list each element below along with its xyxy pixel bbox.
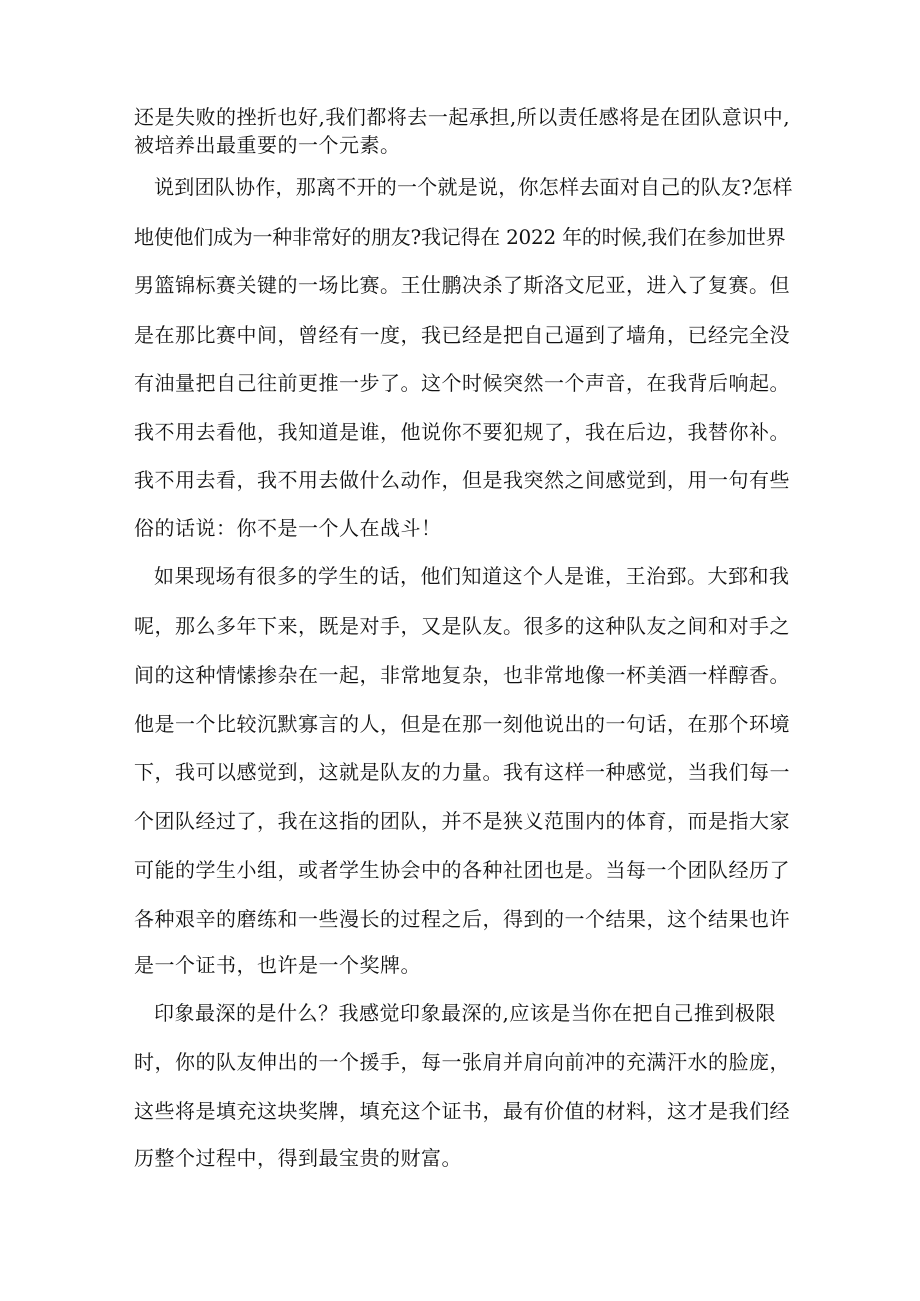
paragraph-4-line-4: 历整个过程中，得到最宝贵的财富。 <box>134 1146 462 1170</box>
paragraph-4-line-2: 时，你的队友伸出的一个援手，每一张肩并肩向前冲的充满汗水的脸庞， <box>134 1050 790 1074</box>
paragraph-4-line-1: 印象最深的是什么？我感觉印象最深的,应该是当你在把自己推到极限 <box>154 1001 776 1025</box>
paragraph-2-line-2: 地使他们成为一种非常好的朋友?我记得在 2022 年的时候,我们在参加世界 <box>134 225 786 249</box>
paragraph-2-line-4: 是在那比赛中间，曾经有一度，我已经是把自己逼到了墙角，已经完全没 <box>134 323 790 347</box>
paragraph-2-line-5: 有油量把自己往前更推一步了。这个时候突然一个声音，在我背后响起。 <box>134 371 790 395</box>
paragraph-2-line-6: 我不用去看他，我知道是谁，他说你不要犯规了，我在后边，我替你补。 <box>134 420 790 444</box>
paragraph-1-line-1: 还是失败的挫折也好,我们都将去一起承担,所以责任感将是在团队意识中, <box>134 105 791 129</box>
paragraph-3-line-7: 可能的学生小组，或者学生协会中的各种社团也是。当每一个团队经历了 <box>134 858 790 882</box>
paragraph-3-line-2: 呢，那么多年下来，既是对手，又是队友。很多的这种队友之间和对手之 <box>134 614 790 638</box>
paragraph-2-line-8: 俗的话说：你不是一个人在战斗！ <box>134 516 442 540</box>
paragraph-3-line-5: 下，我可以感觉到，这就是队友的力量。我有这样一种感觉，当我们每一 <box>134 760 790 784</box>
paragraph-3-line-6: 个团队经过了，我在这指的团队，并不是狭义范围内的体育，而是指大家 <box>134 809 790 833</box>
paragraph-3-line-3: 间的这种情愫掺杂在一起，非常地复杂，也非常地像一杯美酒一样醇香。 <box>134 663 790 687</box>
paragraph-3-line-8: 各种艰辛的磨练和一些漫长的过程之后，得到的一个结果，这个结果也许 <box>134 907 790 931</box>
paragraph-1-line-2: 被培养出最重要的一个元素。 <box>134 133 401 157</box>
paragraph-3-line-9: 是一个证书，也许是一个奖牌。 <box>134 953 421 977</box>
paragraph-3-line-1: 如果现场有很多的学生的话，他们知道这个人是谁，王治郅。大郅和我 <box>154 564 790 588</box>
paragraph-3-line-4: 他是一个比较沉默寡言的人，但是在那一刻他说出的一句话，在那个环境 <box>134 712 790 736</box>
paragraph-2-line-1: 说到团队协作，那离不开的一个就是说，你怎样去面对自己的队友?怎样 <box>154 175 793 199</box>
paragraph-2-line-7: 我不用去看，我不用去做什么动作，但是我突然之间感觉到，用一句有些 <box>134 468 790 492</box>
paragraph-2-line-3: 男篮锦标赛关键的一场比赛。王仕鹏决杀了斯洛文尼亚，进入了复赛。但 <box>134 273 790 297</box>
paragraph-4-line-3: 这些将是填充这块奖牌，填充这个证书，最有价值的材料，这才是我们经 <box>134 1099 790 1123</box>
